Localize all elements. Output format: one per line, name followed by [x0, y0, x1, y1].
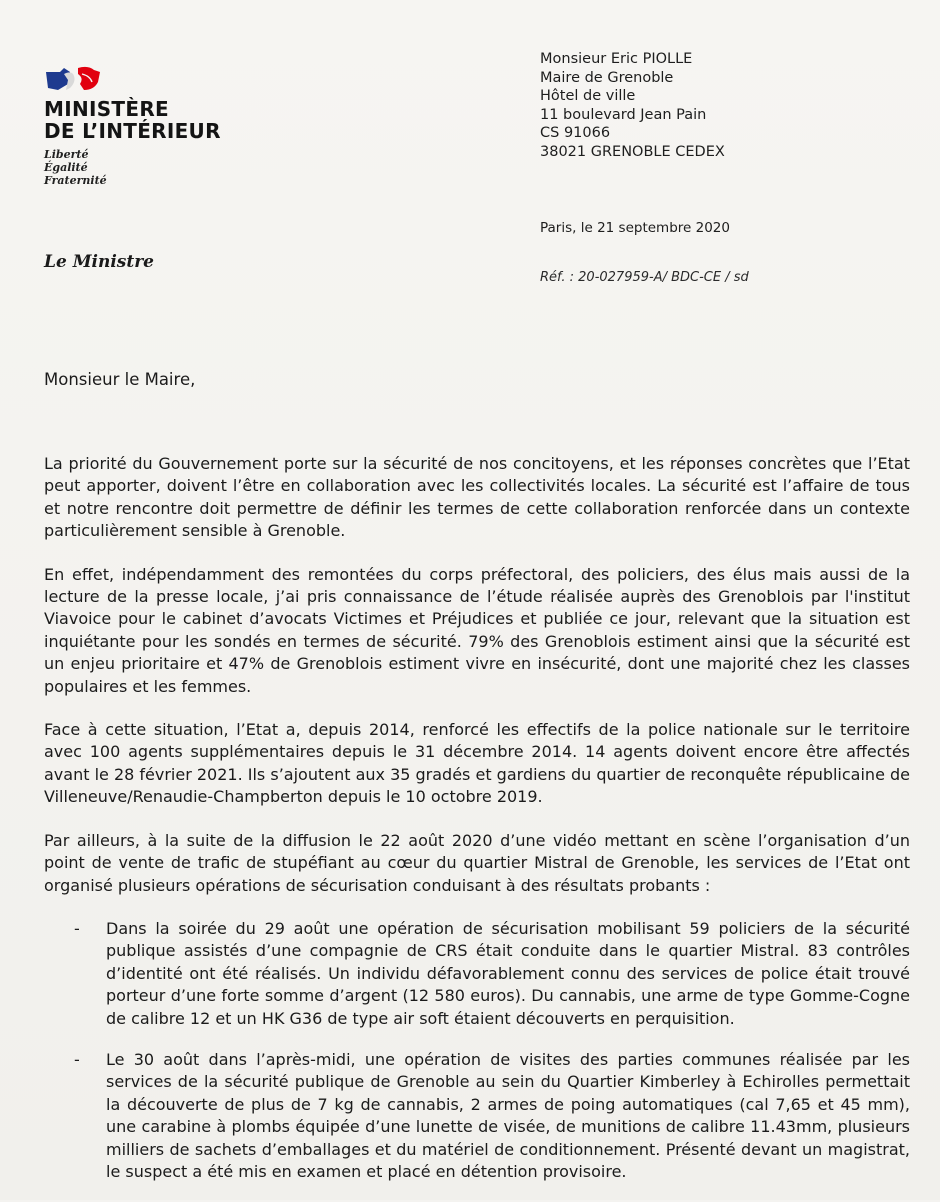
recipient-line: Hôtel de ville [540, 88, 636, 104]
body-paragraph: En effet, indépendamment des remontées du corps préfectoral, des policiers, des élus mais aussi de la lecture de la presse locale, j’ai pris connaissance de l’étude réalisée auprès des Grenoblois par l'institut Viavoice pour le cabinet d’avocats Victimes et Préjudices et publiée ce jour, relevant que la situation est inquiétante pour les sondés en termes de sécurité. 79% des Grenoblois estiment ainsi que la sécurité est un enjeu prioritaire et 47% de Grenoblois estiment vivre en insécurité, dont une majorité chez les classes populaires et les femmes. [44, 564, 910, 696]
bullet-dash: - [74, 918, 80, 938]
list-item-text: Le 30 août dans l’après-midi, une opération de visites des parties communes réalisée par les services de la sécurité publique de Grenoble au sein du Quartier Kimberley à Echirolles permettait la découverte de plus de 7 kg de cannabis, 2 armes de poing automatiques (cal 7,65 et 45 mm), une carabine à plombs équipée d’une lunette de visée, de munitions de calibre 11.43mm, plusieurs milliers de sachets d’emballages et du matériel de conditionnement. Présenté devant un magistrat, le suspect a été mis en examen et placé en détention provisoire. [106, 1049, 910, 1181]
marianne-logo [44, 66, 102, 92]
motto-egalite: Égalité [44, 161, 88, 174]
body-paragraph: Par ailleurs, à la suite de la diffusion le 22 août 2020 d’une vidéo mettant en scène l’organisation d’un point de vente de trafic de stupéfiant au cœur du quartier Mistral de Grenoble, les services de l’Etat ont organisé plusieurs opérations de sécurisation conduisant à des résultats probants : [44, 830, 910, 895]
bullet-dash: - [74, 1049, 80, 1069]
list-item-text: Dans la soirée du 29 août une opération de sécurisation mobilisant 59 policiers de la sécurité publique assistés d’une compagnie de CRS était conduite dans le quartier Mistral. 83 contrôles d’identité ont été réalisés. Un individu défavorablement connu des services de police était trouvé porteur d’une forte somme d’argent (12 580 euros). Du cannabis, une arme de type Gomme-Cogne de calibre 12 et un HK G36 de type air soft étaient découverts en perquisition. [106, 918, 910, 1028]
letter-date: Paris, le 21 septembre 2020 [540, 220, 730, 236]
list-item [44, 1049, 910, 1183]
recipient-line: CS 91066 [540, 125, 611, 141]
signatory-title: Le Ministre [44, 252, 154, 272]
recipient-line: Monsieur Eric PIOLLE [540, 51, 693, 67]
body-paragraph: La priorité du Gouvernement porte sur la sécurité de nos concitoyens, et les réponses concrètes que l’Etat peut apporter, doivent l’être en collaboration avec les collectivités locales. La sécurité est l’affaire de tous et notre rencontre doit permettre de définir les termes de cette collaboration renforcée dans un contexte particulièrement sensible à Grenoble. [44, 454, 910, 541]
recipient-line: Maire de Grenoble [540, 69, 674, 86]
ministry-name [44, 98, 221, 142]
letter-reference: Réf. : 20-027959-A/ BDC-CE / sd [540, 270, 749, 285]
ministry-name-line1: MINISTÈRE [44, 97, 169, 121]
recipient-address [540, 50, 725, 161]
motto-fraternite: Fraternité [44, 174, 107, 187]
recipient-line: 38021 GRENOBLE CEDEX [540, 143, 725, 160]
ministry-name-line2: DE L’INTÉRIEUR [44, 119, 221, 143]
operations-list [44, 918, 910, 1183]
body-paragraph: Face à cette situation, l’Etat a, depuis 2014, renforcé les effectifs de la police nationale sur le territoire avec 100 agents supplémentaires depuis le 31 décembre 2014. 14 agents doivent encore être affectés avant le 28 février 2021. Ils s’ajoutent aux 35 gradés et gardiens du quartier de reconquête républicaine de Villeneuve/Renaudie-Champberton depuis le 10 octobre 2019. [44, 720, 910, 807]
salutation: Monsieur le Maire, [44, 370, 196, 389]
recipient-line: 11 boulevard Jean Pain [540, 106, 707, 123]
list-item [44, 918, 910, 1030]
motto-liberte: Liberté [44, 148, 89, 161]
republic-motto [44, 148, 107, 187]
letter-body [44, 453, 910, 1202]
